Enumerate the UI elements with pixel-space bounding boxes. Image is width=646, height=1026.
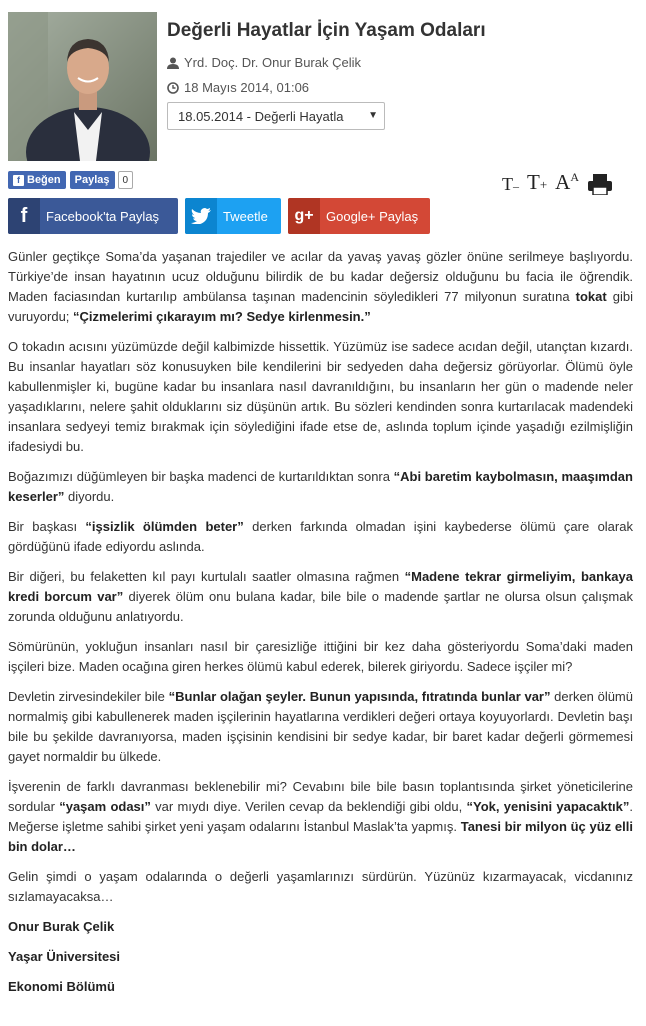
facebook-widget bbox=[8, 171, 133, 189]
author-line bbox=[167, 55, 361, 70]
tweet-button[interactable] bbox=[185, 198, 281, 234]
google-plus-share-label: Google+ Paylaş bbox=[326, 208, 419, 224]
paragraph-2: O tokadın acısını yüzümüzde değil kalbimizde hissettik. Yüzümüz ise sadece acıdan değil, utançtan kızardı. Bu insanlar hayatları söz konusuyken bile kendilerini bir sedyeden daha değersiz görüyorlar. Ölümü öyle kabullenmişler ki, bugüne kadar bu insanlara nasıl davranıldığını, bu insanların her gün o madende neler yaşadıklarını, nelere şahit olduklarını siz düşünün artık. Bu sözleri kendinden sonra kurtarılacak madendeki insanlara sedyeyi temiz bırakmak için söylediğini ifade etse de, aslında toplum içinde yaşadığı ezilmişliğin ifadesiydi bu. bbox=[8, 339, 633, 454]
author-name: Yrd. Doç. Dr. Onur Burak Çelik bbox=[184, 55, 361, 70]
user-icon bbox=[167, 57, 179, 69]
facebook-like-label: Beğen bbox=[27, 174, 61, 186]
paragraph-3: Boğazımızı düğümleyen bir başka madenci de kurtarıldıktan sonra “Abi baretim kaybolmasın, maaşımdan keserler” diyordu. bbox=[8, 469, 633, 504]
archive-select[interactable] bbox=[167, 102, 385, 130]
google-plus-share-button[interactable] bbox=[288, 198, 430, 234]
publish-date: 18 Mayıs 2014, 01:06 bbox=[184, 80, 310, 95]
paragraph-6: Sömürünün, yokluğun insanları nasıl bir çaresizliğe ittiğini bir kez daha gösteriyordu Soma’daki maden işçileri bize. Maden ocağına giren herkes ölümü kabul ederek, bilerek giriyordu. Sadece işçiler mi? bbox=[8, 639, 633, 674]
signature-department: Ekonomi Bölümü bbox=[8, 979, 115, 994]
print-icon[interactable] bbox=[587, 173, 613, 195]
facebook-icon: f bbox=[8, 198, 40, 234]
paragraph-1: Günler geçtikçe Soma’da yaşanan trajediler ve acılar da yavaş yavaş gözler önüne serilmeye başlıyordu. Türkiye’de insan hayatının ucuz olduğunu bilirdik de bu kadar değersiz olduğunu bu facia ile öğrendik. Maden faciasından kurtarılıp ambülansa taşınan madencinin söyledikleri 77 milyonun suratına tokat gibi vuruyordu; “Çizmelerimi çıkarayım mı? Sedye kirlenmesin.” bbox=[8, 249, 633, 324]
article-body bbox=[8, 247, 633, 1007]
paragraph-9: Gelin şimdi o yaşam odalarında o değerli yaşamlarınızı sürdürün. Yüzünüz kızarmayacak, vicdanınız sızlamayacaksa… bbox=[8, 869, 633, 904]
font-increase-button[interactable]: T+ bbox=[527, 170, 548, 194]
paragraph-7: Devletin zirvesindekiler bile “Bunlar olağan şeyler. Bunun yapısında, fıtratında bunlar var” derken ölümü normalmiş gibi kabullenerek maden işçilerinin hayatlarına verdikleri değeri ortaya koyuyorlardı. Devletin başı bile bu şekilde davranıyorsa, maden işçisinin kendisini bir sedye kadar, bir baret kadar değerli görmemesi gayet normaldir bu ülkede. bbox=[8, 689, 633, 764]
tweet-label: Tweetle bbox=[223, 208, 268, 224]
google-plus-icon: g+ bbox=[288, 198, 320, 234]
facebook-share-button[interactable] bbox=[70, 171, 115, 189]
facebook-share-label: Paylaş bbox=[74, 174, 110, 186]
font-decrease-button[interactable]: T– bbox=[502, 174, 519, 194]
archive-select-value: 18.05.2014 - Değerli Hayatla bbox=[178, 108, 344, 124]
paragraph-5: Bir diğeri, bu felaketten kıl payı kurtulalı saatler olmasına rağmen “Madene tekrar girmeliyim, bankaya kredi borcum var” diyerek ölüm onu bulana kadar, bile bile o madende şartlar ne olursa olsun çalışmak zorunda olduğunu anlatıyordu. bbox=[8, 569, 633, 624]
share-buttons bbox=[8, 198, 430, 234]
share-count: 0 bbox=[118, 171, 134, 189]
facebook-share-big-button[interactable] bbox=[8, 198, 178, 234]
font-reset-button[interactable]: $A^A$ bbox=[555, 170, 580, 194]
paragraph-8: İşverenin de farklı davranması beklenebilir mi? Cevabını bile bile basın toplantısında şirket yöneticilerine sordular “yaşam odası” var mıydı diye. Verilen cevap da beklendiği gibi oldu, “Yok, yenisini yapacaktık”. Meğerse işletme sahibi şirket yeni yaşam odalarını İstanbul Maslak’ta yapmış. Tanesi bir milyon üç yüz elli bin dolar… bbox=[8, 779, 634, 854]
facebook-icon: f bbox=[13, 175, 24, 186]
clock-icon bbox=[167, 82, 179, 94]
author-photo bbox=[8, 12, 157, 161]
text-tools bbox=[502, 170, 613, 195]
signature-university: Yaşar Üniversitesi bbox=[8, 949, 121, 964]
twitter-icon bbox=[185, 198, 217, 234]
paragraph-4: Bir başkası “işsizlik ölümden beter” derken farkında olmadan işini kaybederse ölümü çare olarak gördüğünü ifade ediyordu aslında. bbox=[8, 519, 633, 554]
page-title: Değerli Hayatlar İçin Yaşam Odaları bbox=[167, 20, 486, 41]
facebook-like-button[interactable] bbox=[8, 171, 66, 189]
signature-name: Onur Burak Çelik bbox=[8, 919, 115, 934]
facebook-share-big-label: Facebook'ta Paylaş bbox=[46, 208, 160, 224]
caret-down-icon: ▼ bbox=[368, 110, 378, 121]
date-line bbox=[167, 80, 309, 95]
